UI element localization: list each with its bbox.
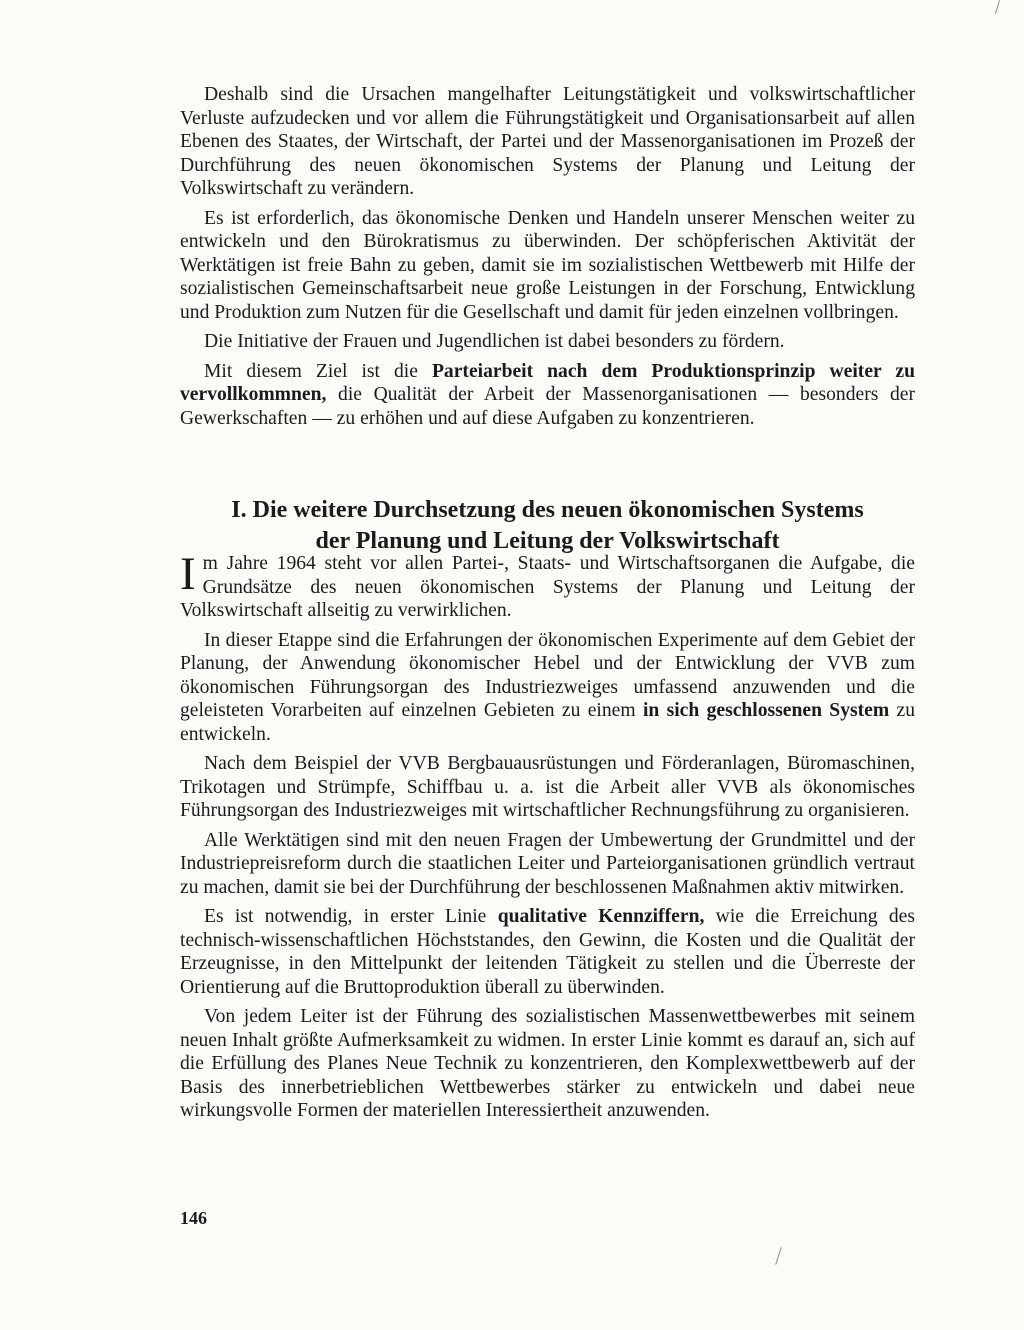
- drop-cap: I: [180, 548, 196, 600]
- paragraph-body-1: [180, 548, 915, 623]
- paragraph-intro-2: Es ist erforderlich, das ökonomische Denken und Handeln unserer Menschen weiter zu entwickeln und den Bürokratismus zu überwinden. Der schöpferischen Aktivität der Werktätigen ist freie Bahn zu geben, damit sie im sozialistischen Wettbewerb mit Hilfe der sozialistischen Gemeinschaftsarbeit neue große Leistungen in der Forschung, Entwicklung und Produktion zum Nutzen für die Gesellschaft und damit für jeden einzelnen vollbringen.: [180, 207, 915, 323]
- paragraph-intro-1: Deshalb sind die Ursachen mangelhafter Leitungstätigkeit und volkswirtschaftlicher Verluste aufzudecken und vor allem die Führungstätigkeit und Organisationsarbeit auf allen Ebenen des Staates, der Wirtschaft, der Partei und der Massenorganisationen im Prozeß der Durchführung des neuen ökonomischen Systems der Planung und Leitung der Volkswirtschaft zu verändern.: [180, 84, 915, 199]
- intro-text: [180, 83, 915, 436]
- paragraph-body-4: Alle Werktätigen sind mit den neuen Fragen der Umbewertung der Grundmittel und der Industriepreisreform durch die staatlichen Leiter und Parteiorganisationen gründlich vertraut zu machen, damit sie bei der Durchführung der beschlossenen Maßnahmen aktiv mitwirken.: [180, 829, 915, 898]
- paragraph-body-2-before: In dieser Etappe sind die Erfahrungen der ökonomischen Experimente auf dem Gebiet der Planung, der Anwendung ökonomischer Hebel und der Entwicklung der VVB zum ökonomischen Führungsorgan des Industriezweiges umfassend anzuwenden und die geleisteten Vorarbeiten auf einzelnen Gebieten zu einem: [180, 629, 915, 721]
- scan-mark-top: [995, 0, 1000, 14]
- paragraph-body-2: [180, 629, 915, 747]
- paragraph-intro-4-before: Mit diesem Ziel ist die: [204, 360, 432, 382]
- paragraph-intro-3: Die Initiative der Frauen und Jugendlichen ist dabei besonders zu fördern.: [204, 331, 785, 352]
- paragraph-intro-4-after: die Qualität der Arbeit der Massenorganisationen — besonders der Gewerkschaften — zu erhöhen und auf diese Aufgaben zu konzentrieren.: [180, 384, 915, 429]
- section-body: [180, 548, 916, 1129]
- paragraph-intro-4: [180, 360, 915, 431]
- section-heading: [180, 495, 915, 557]
- paragraph-body-1-text: m Jahre 1964 steht vor allen Partei-, Staats- und Wirtschaftsorganen die Aufgabe, die Grundsätze des neuen ökonomischen Systems der Planung und Leitung der Volkswirtschaft allseitig zu verwirklichen.: [180, 553, 915, 621]
- paragraph-intro-4-bold: Parteiarbeit nach dem Produktionsprinzip weiter zu vervollkommnen,: [180, 360, 915, 405]
- page-number: 146: [180, 1208, 207, 1228]
- section-heading-line-2: der Planung und Leitung der Volkswirtschaft: [315, 527, 780, 554]
- scan-mark-bottom: [775, 1247, 782, 1264]
- paragraph-body-2-bold: in sich geschlossenen System: [642, 700, 890, 721]
- paragraph-body-5-before: Es ist notwendig, in erster Linie: [204, 906, 498, 927]
- paragraph-body-6: Von jedem Leiter ist der Führung des sozialistischen Massenwettbewerbes mit seinem neuen Inhalt größte Aufmerksamkeit zu widmen. In erster Linie kommt es darauf an, sich auf die Erfüllung des Planes Neue Technik zu konzentrieren, den Komplexwettbewerb auf der Basis des innerbetrieblichen Wettbewerbes stärker zu entwickeln und dabei neue wirkungsvolle Formen der materiellen Interessiertheit anzuwenden.: [180, 1006, 915, 1121]
- section-heading-line-1: I. Die weitere Durchsetzung des neuen ökonomischen Systems: [231, 496, 864, 523]
- paragraph-body-3: Nach dem Beispiel der VVB Bergbauausrüstungen und Förderanlagen, Büromaschinen, Trikotagen und Strümpfe, Schiffbau u. a. ist die Arbeit aller VVB als ökonomisches Führungsorgan des Industriezweiges mit wirtschaftlicher Rechnungsführung zu organisieren.: [180, 753, 915, 821]
- paragraph-body-5-bold: qualitative Kennziffern,: [497, 906, 705, 927]
- paragraph-body-5-after: wie die Erreichung des technisch-wissenschaftlichen Höchststandes, den Gewinn, die Kosten und die Qualität der Erzeugnisse, in den Mittelpunkt der leitenden Tätigkeit zu stellen und die Überreste der Orientierung auf die Bruttoproduktion überall zu überwinden.: [180, 906, 916, 998]
- paragraph-body-5: [180, 905, 915, 999]
- paragraph-body-2-after: zu entwickeln.: [180, 700, 916, 745]
